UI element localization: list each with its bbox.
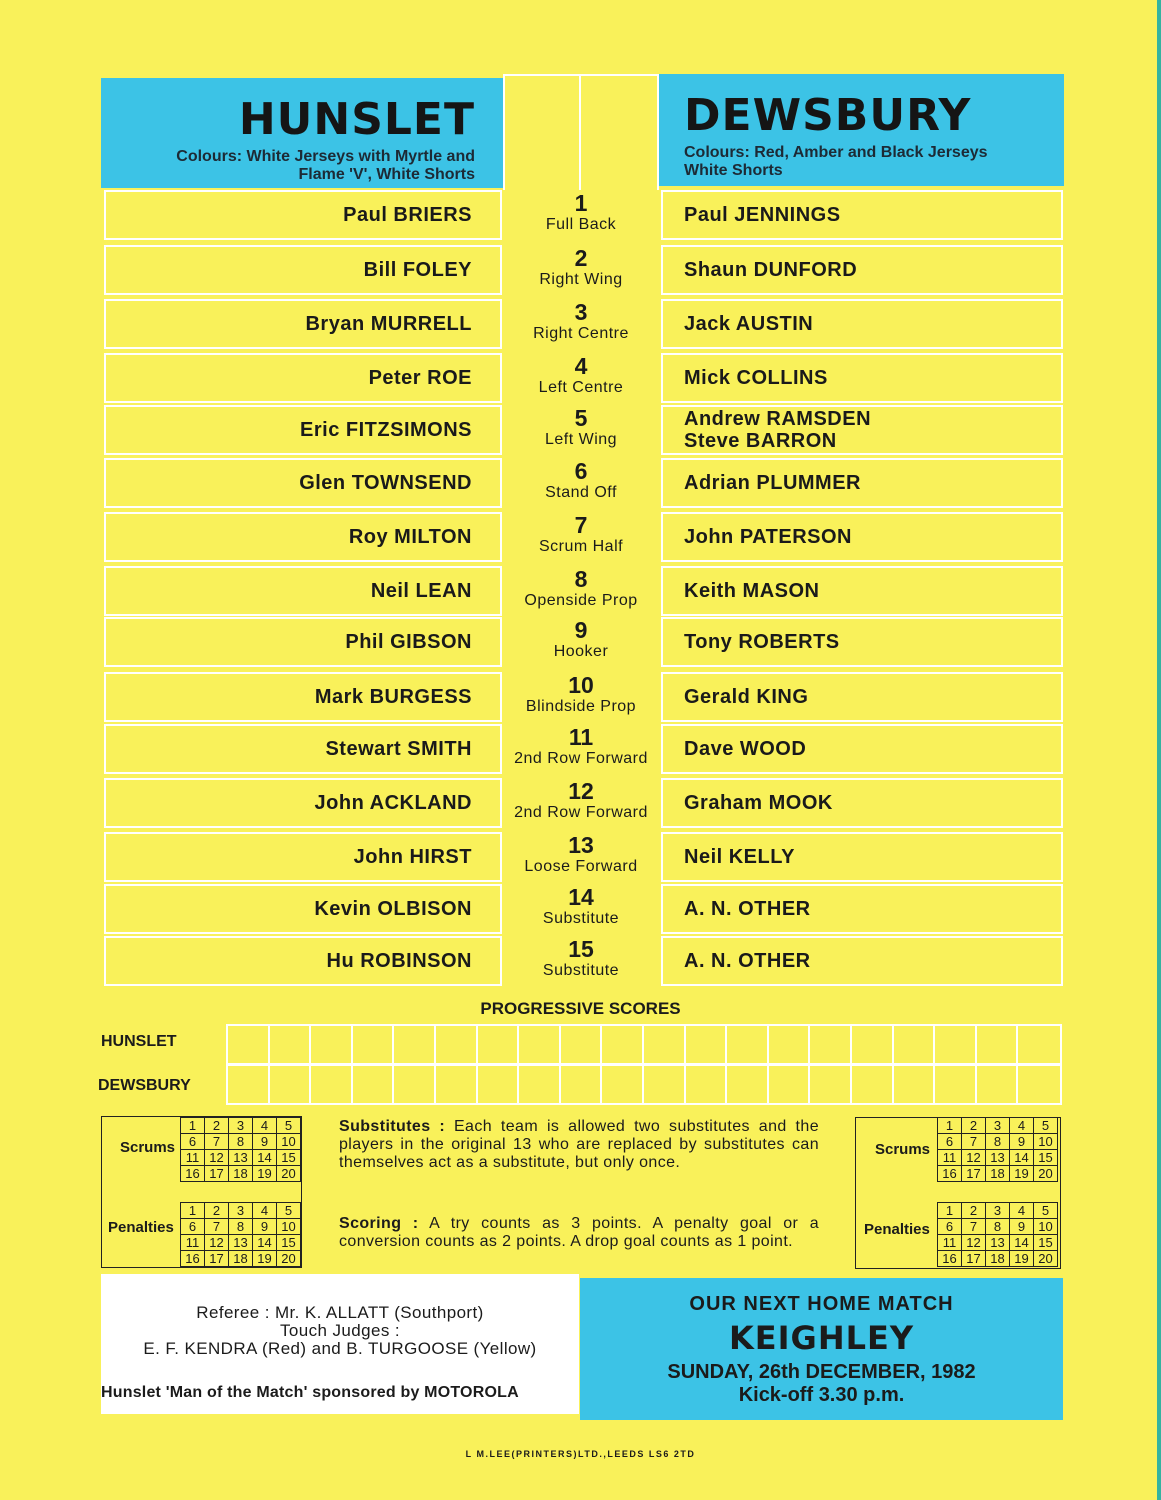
home-colours-line2: Flame 'V', White Shorts [298, 166, 475, 183]
position-4 [503, 354, 659, 398]
home-player-3: Bryan MURRELL [104, 299, 502, 349]
tally-cell[interactable]: 13 [986, 1150, 1010, 1166]
officials-panel [101, 1274, 579, 1414]
touch-judges-label: Touch Judges : [280, 1321, 400, 1340]
position-number: 9 [574, 617, 588, 643]
tally-cell[interactable]: 3 [229, 1118, 253, 1134]
score-cell[interactable] [436, 1065, 478, 1103]
score-cell[interactable] [852, 1026, 894, 1064]
score-cell[interactable] [478, 1065, 520, 1103]
away-player-10 [661, 672, 1063, 722]
away-penalties-grid[interactable] [937, 1202, 1058, 1267]
tally-cell[interactable]: 11 [938, 1235, 962, 1251]
away-player-15 [661, 936, 1063, 986]
score-cell[interactable] [769, 1026, 811, 1064]
tally-cell[interactable]: 8 [986, 1134, 1010, 1150]
tally-cell[interactable]: 5 [277, 1203, 301, 1219]
home-player-4: Peter ROE [104, 353, 502, 403]
score-cell[interactable] [602, 1065, 644, 1103]
position-label: Openside Prop [524, 592, 638, 609]
middle-column-left-line [503, 74, 505, 190]
home-player-6: Glen TOWNSEND [104, 458, 502, 508]
scoring-text: A try counts as 3 points. A penalty goal or a conversion counts as 2 points. A drop goal counts as 1 point. [339, 1215, 819, 1250]
position-15 [503, 937, 659, 981]
tally-cell[interactable]: 13 [229, 1150, 253, 1166]
score-cell[interactable] [810, 1026, 852, 1064]
position-number: 10 [568, 672, 594, 698]
score-cell[interactable] [935, 1065, 977, 1103]
position-label: 2nd Row Forward [514, 804, 648, 821]
score-cell[interactable] [561, 1065, 603, 1103]
away-player-7 [661, 512, 1063, 562]
position-number: 8 [574, 566, 588, 592]
position-label: Hooker [553, 643, 609, 660]
score-cell[interactable] [519, 1065, 561, 1103]
position-number: 15 [568, 936, 594, 962]
away-player-name: Paul JENNINGS [684, 204, 841, 226]
tally-cell[interactable]: 13 [986, 1235, 1010, 1251]
tally-cell[interactable]: 17 [962, 1251, 986, 1267]
tally-cell[interactable]: 10 [1034, 1134, 1058, 1150]
man-of-match-sponsor: Hunslet 'Man of the Match' sponsored by MOTOROLA [101, 1384, 519, 1401]
tally-cell[interactable]: 19 [1010, 1166, 1034, 1182]
score-cell[interactable] [228, 1065, 270, 1103]
tally-cell[interactable]: 2 [205, 1118, 229, 1134]
progressive-scores-title: PROGRESSIVE SCORES [480, 999, 681, 1018]
away-player-name: Gerald KING [684, 686, 809, 708]
away-player-name: Andrew RAMSDEN [684, 408, 872, 430]
position-number: 2 [574, 245, 588, 271]
score-cell[interactable] [394, 1065, 436, 1103]
tally-cell[interactable]: 6 [181, 1219, 205, 1235]
tally-cell[interactable]: 17 [205, 1251, 229, 1267]
away-player-6 [661, 458, 1063, 508]
home-scrums-label: Scrums [120, 1139, 176, 1156]
position-8 [503, 567, 659, 611]
tally-cell[interactable]: 4 [253, 1203, 277, 1219]
progressive-away-label: DEWSBURY [98, 1077, 191, 1094]
tally-cell[interactable]: 5 [1034, 1118, 1058, 1134]
tally-cell[interactable]: 14 [1010, 1235, 1034, 1251]
position-number: 11 [568, 724, 594, 750]
home-penalties-grid[interactable] [180, 1202, 301, 1267]
tally-cell[interactable]: 5 [277, 1118, 301, 1134]
tally-cell[interactable]: 1 [938, 1203, 962, 1219]
tally-cell[interactable]: 16 [938, 1166, 962, 1182]
position-10 [503, 673, 659, 717]
tally-cell[interactable]: 12 [962, 1235, 986, 1251]
tally-cell[interactable]: 9 [1010, 1219, 1034, 1235]
away-colours-line1: Colours: Red, Amber and Black Jerseys [684, 144, 988, 161]
score-cell[interactable] [935, 1026, 977, 1064]
tally-cell[interactable]: 1 [938, 1118, 962, 1134]
position-label: Right Centre [533, 325, 629, 342]
tally-cell[interactable]: 9 [253, 1219, 277, 1235]
score-cell[interactable] [519, 1026, 561, 1064]
tally-cell[interactable]: 2 [205, 1203, 229, 1219]
position-label: Left Centre [538, 379, 624, 396]
home-player-1: Paul BRIERS [104, 190, 502, 240]
position-label: Loose Forward [524, 858, 638, 875]
tally-cell[interactable]: 19 [253, 1166, 277, 1182]
away-team-name: DEWSBURY [684, 90, 972, 141]
position-6 [503, 459, 659, 503]
tally-cell[interactable]: 6 [938, 1134, 962, 1150]
tally-cell[interactable]: 17 [962, 1166, 986, 1182]
score-cell[interactable] [602, 1026, 644, 1064]
tally-cell[interactable]: 20 [1034, 1251, 1058, 1267]
next-home-match-panel [580, 1278, 1063, 1420]
tally-cell[interactable]: 12 [962, 1150, 986, 1166]
score-cell[interactable] [353, 1026, 395, 1064]
position-7 [503, 513, 659, 557]
officials-text [101, 1304, 579, 1358]
score-cell[interactable] [228, 1026, 270, 1064]
position-3 [503, 300, 659, 344]
position-5 [503, 406, 659, 450]
away-player-8 [661, 566, 1063, 616]
score-cell[interactable] [977, 1065, 1019, 1103]
score-cell[interactable] [311, 1026, 353, 1064]
home-scrums-grid[interactable] [180, 1117, 301, 1182]
score-cell[interactable] [727, 1026, 769, 1064]
tally-cell[interactable]: 7 [962, 1219, 986, 1235]
position-label: Substitute [542, 962, 620, 979]
tally-cell[interactable]: 19 [253, 1251, 277, 1267]
scoring-heading: Scoring : [339, 1215, 419, 1232]
away-player-name: Dave WOOD [684, 738, 807, 760]
substitutes-heading: Substitutes : [339, 1118, 446, 1135]
away-player-12 [661, 778, 1063, 828]
score-cell[interactable] [436, 1026, 478, 1064]
away-colours-line2: White Shorts [684, 162, 783, 179]
away-player-14 [661, 884, 1063, 934]
away-player-name: Keith MASON [684, 580, 820, 602]
position-label: Blindside Prop [525, 698, 637, 715]
score-cell[interactable] [353, 1065, 395, 1103]
score-cell[interactable] [644, 1065, 686, 1103]
tally-cell[interactable]: 1 [181, 1118, 205, 1134]
tally-cell[interactable]: 4 [1010, 1118, 1034, 1134]
score-cell[interactable] [686, 1065, 728, 1103]
position-label: Stand Off [545, 484, 617, 501]
touch-judges: E. F. KENDRA (Red) and B. TURGOOSE (Yellow) [143, 1339, 537, 1358]
position-number: 4 [574, 353, 588, 379]
position-label: Left Wing [544, 431, 618, 448]
tally-cell[interactable]: 17 [205, 1166, 229, 1182]
score-cell[interactable] [311, 1065, 353, 1103]
away-penalties-label: Penalties [864, 1221, 930, 1238]
score-cell[interactable] [270, 1026, 312, 1064]
score-cell[interactable] [561, 1026, 603, 1064]
tally-cell[interactable]: 12 [205, 1235, 229, 1251]
referee: Referee : Mr. K. ALLATT (Southport) [196, 1303, 484, 1322]
away-player-name: Neil KELLY [684, 846, 795, 868]
away-scrums-label: Scrums [875, 1141, 931, 1158]
home-penalties-label: Penalties [108, 1219, 174, 1236]
home-team-header [101, 78, 503, 188]
position-14 [503, 885, 659, 929]
tally-cell[interactable]: 19 [1010, 1251, 1034, 1267]
away-player-name: Steve BARRON [684, 430, 837, 452]
position-label: Right Wing [539, 271, 623, 288]
away-player-name: Tony ROBERTS [684, 631, 840, 653]
tally-cell[interactable]: 15 [277, 1150, 301, 1166]
tally-cell[interactable]: 12 [205, 1150, 229, 1166]
tally-cell[interactable]: 10 [277, 1134, 301, 1150]
away-player-name: Jack AUSTIN [684, 313, 814, 335]
score-cell[interactable] [852, 1065, 894, 1103]
away-player-name: A. N. OTHER [684, 898, 811, 920]
score-cell[interactable] [394, 1026, 436, 1064]
home-player-2: Bill FOLEY [104, 245, 502, 295]
tally-cell[interactable]: 10 [277, 1219, 301, 1235]
tally-cell[interactable]: 11 [181, 1235, 205, 1251]
middle-column-centre-line [579, 74, 581, 190]
score-cell[interactable] [1018, 1065, 1060, 1103]
home-player-14: Kevin OLBISON [104, 884, 502, 934]
position-number: 5 [574, 405, 588, 431]
next-match-heading: OUR NEXT HOME MATCH [689, 1293, 954, 1315]
away-scrums-grid[interactable] [937, 1117, 1058, 1182]
position-2 [503, 246, 659, 290]
printer-credit: L M.LEE(PRINTERS)LTD.,LEEDS LS6 2TD [465, 1449, 696, 1459]
tally-cell[interactable]: 8 [986, 1219, 1010, 1235]
home-player-10: Mark BURGESS [104, 672, 502, 722]
score-cell[interactable] [1018, 1026, 1060, 1064]
position-number: 12 [568, 778, 594, 804]
tally-cell[interactable]: 20 [277, 1166, 301, 1182]
tally-cell[interactable]: 4 [1010, 1203, 1034, 1219]
home-player-12: John ACKLAND [104, 778, 502, 828]
page-edge-stripe [1157, 0, 1161, 1500]
tally-cell[interactable]: 20 [277, 1251, 301, 1267]
tally-cell[interactable]: 18 [986, 1166, 1010, 1182]
tally-cell[interactable]: 2 [962, 1203, 986, 1219]
tally-cell[interactable]: 18 [986, 1251, 1010, 1267]
tally-cell[interactable]: 5 [1034, 1203, 1058, 1219]
tally-cell[interactable]: 11 [938, 1150, 962, 1166]
tally-cell[interactable]: 14 [253, 1235, 277, 1251]
away-player-11 [661, 724, 1063, 774]
tally-cell[interactable]: 7 [962, 1134, 986, 1150]
away-player-name: A. N. OTHER [684, 950, 811, 972]
tally-cell[interactable]: 10 [1034, 1219, 1058, 1235]
tally-cell[interactable]: 9 [253, 1134, 277, 1150]
scoring-rule [339, 1215, 819, 1251]
score-cell[interactable] [270, 1065, 312, 1103]
position-label: Scrum Half [538, 538, 624, 555]
tally-cell[interactable]: 6 [181, 1134, 205, 1150]
away-player-name: Mick COLLINS [684, 367, 828, 389]
position-number: 3 [574, 299, 588, 325]
next-match-date: SUNDAY, 26th DECEMBER, 1982 [667, 1361, 976, 1383]
tally-cell[interactable]: 6 [938, 1219, 962, 1235]
away-player-1 [661, 190, 1063, 240]
tally-cell[interactable]: 20 [1034, 1166, 1058, 1182]
position-11 [503, 725, 659, 769]
tally-cell[interactable]: 8 [229, 1134, 253, 1150]
position-12 [503, 779, 659, 823]
progressive-home-grid[interactable] [226, 1024, 1062, 1066]
position-number: 14 [568, 884, 594, 910]
tally-cell[interactable]: 3 [229, 1203, 253, 1219]
next-match-kickoff: Kick-off 3.30 p.m. [738, 1384, 905, 1406]
home-player-5: Eric FITZSIMONS [104, 405, 502, 455]
tally-cell[interactable]: 16 [938, 1251, 962, 1267]
progressive-away-grid[interactable] [226, 1063, 1062, 1105]
home-player-8: Neil LEAN [104, 566, 502, 616]
tally-cell[interactable]: 7 [205, 1134, 229, 1150]
away-player-9 [661, 617, 1063, 667]
position-number: 1 [574, 190, 588, 216]
away-player-4 [661, 353, 1063, 403]
score-cell[interactable] [478, 1026, 520, 1064]
progressive-home-label: HUNSLET [101, 1033, 177, 1050]
tally-cell[interactable]: 15 [277, 1235, 301, 1251]
home-player-9: Phil GIBSON [104, 617, 502, 667]
score-cell[interactable] [644, 1026, 686, 1064]
score-cell[interactable] [977, 1026, 1019, 1064]
tally-cell[interactable]: 15 [1034, 1150, 1058, 1166]
away-player-name: Graham MOOK [684, 792, 833, 814]
tally-cell[interactable]: 4 [253, 1118, 277, 1134]
score-cell[interactable] [894, 1065, 936, 1103]
position-9 [503, 618, 659, 662]
position-number: 7 [574, 512, 588, 538]
score-cell[interactable] [810, 1065, 852, 1103]
away-team-header [659, 74, 1064, 186]
position-number: 13 [568, 832, 594, 858]
position-label: Substitute [542, 910, 620, 927]
tally-cell[interactable]: 18 [229, 1251, 253, 1267]
away-player-name: Adrian PLUMMER [684, 472, 861, 494]
tally-cell[interactable]: 14 [1010, 1150, 1034, 1166]
home-player-13: John HIRST [104, 832, 502, 882]
home-player-11: Stewart SMITH [104, 724, 502, 774]
tally-cell[interactable]: 13 [229, 1235, 253, 1251]
tally-cell[interactable]: 16 [181, 1251, 205, 1267]
score-cell[interactable] [769, 1065, 811, 1103]
tally-cell[interactable]: 15 [1034, 1235, 1058, 1251]
substitutes-rule [339, 1118, 819, 1172]
home-colours-line1: Colours: White Jerseys with Myrtle and [176, 148, 475, 165]
substitutes-text: Each team is allowed two substitutes and the players in the original 13 who are replaced by substitutes can themselves act as a substitute, but only once. [339, 1118, 819, 1171]
score-cell[interactable] [727, 1065, 769, 1103]
tally-cell[interactable]: 3 [986, 1203, 1010, 1219]
position-1 [503, 191, 659, 235]
home-player-7: Roy MILTON [104, 512, 502, 562]
away-player-name: Shaun DUNFORD [684, 259, 858, 281]
tally-cell[interactable]: 14 [253, 1150, 277, 1166]
position-label: Full Back [545, 216, 617, 233]
tally-cell[interactable]: 18 [229, 1166, 253, 1182]
score-cell[interactable] [894, 1026, 936, 1064]
middle-column-top-line [503, 74, 659, 76]
tally-cell[interactable]: 2 [962, 1118, 986, 1134]
tally-cell[interactable]: 7 [205, 1219, 229, 1235]
away-player-name: John PATERSON [684, 526, 852, 548]
tally-cell[interactable]: 1 [181, 1203, 205, 1219]
tally-cell[interactable]: 9 [1010, 1134, 1034, 1150]
tally-cell[interactable]: 11 [181, 1150, 205, 1166]
away-player-5 [661, 405, 1063, 455]
next-match-opponent: KEIGHLEY [728, 1319, 915, 1357]
away-player-2 [661, 245, 1063, 295]
away-player-3 [661, 299, 1063, 349]
tally-cell[interactable]: 3 [986, 1118, 1010, 1134]
tally-cell[interactable]: 16 [181, 1166, 205, 1182]
position-label: 2nd Row Forward [514, 750, 648, 767]
position-13 [503, 833, 659, 877]
tally-cell[interactable]: 8 [229, 1219, 253, 1235]
home-team-name: HUNSLET [238, 94, 475, 145]
score-cell[interactable] [686, 1026, 728, 1064]
position-number: 6 [574, 458, 588, 484]
home-player-15: Hu ROBINSON [104, 936, 502, 986]
away-player-13 [661, 832, 1063, 882]
